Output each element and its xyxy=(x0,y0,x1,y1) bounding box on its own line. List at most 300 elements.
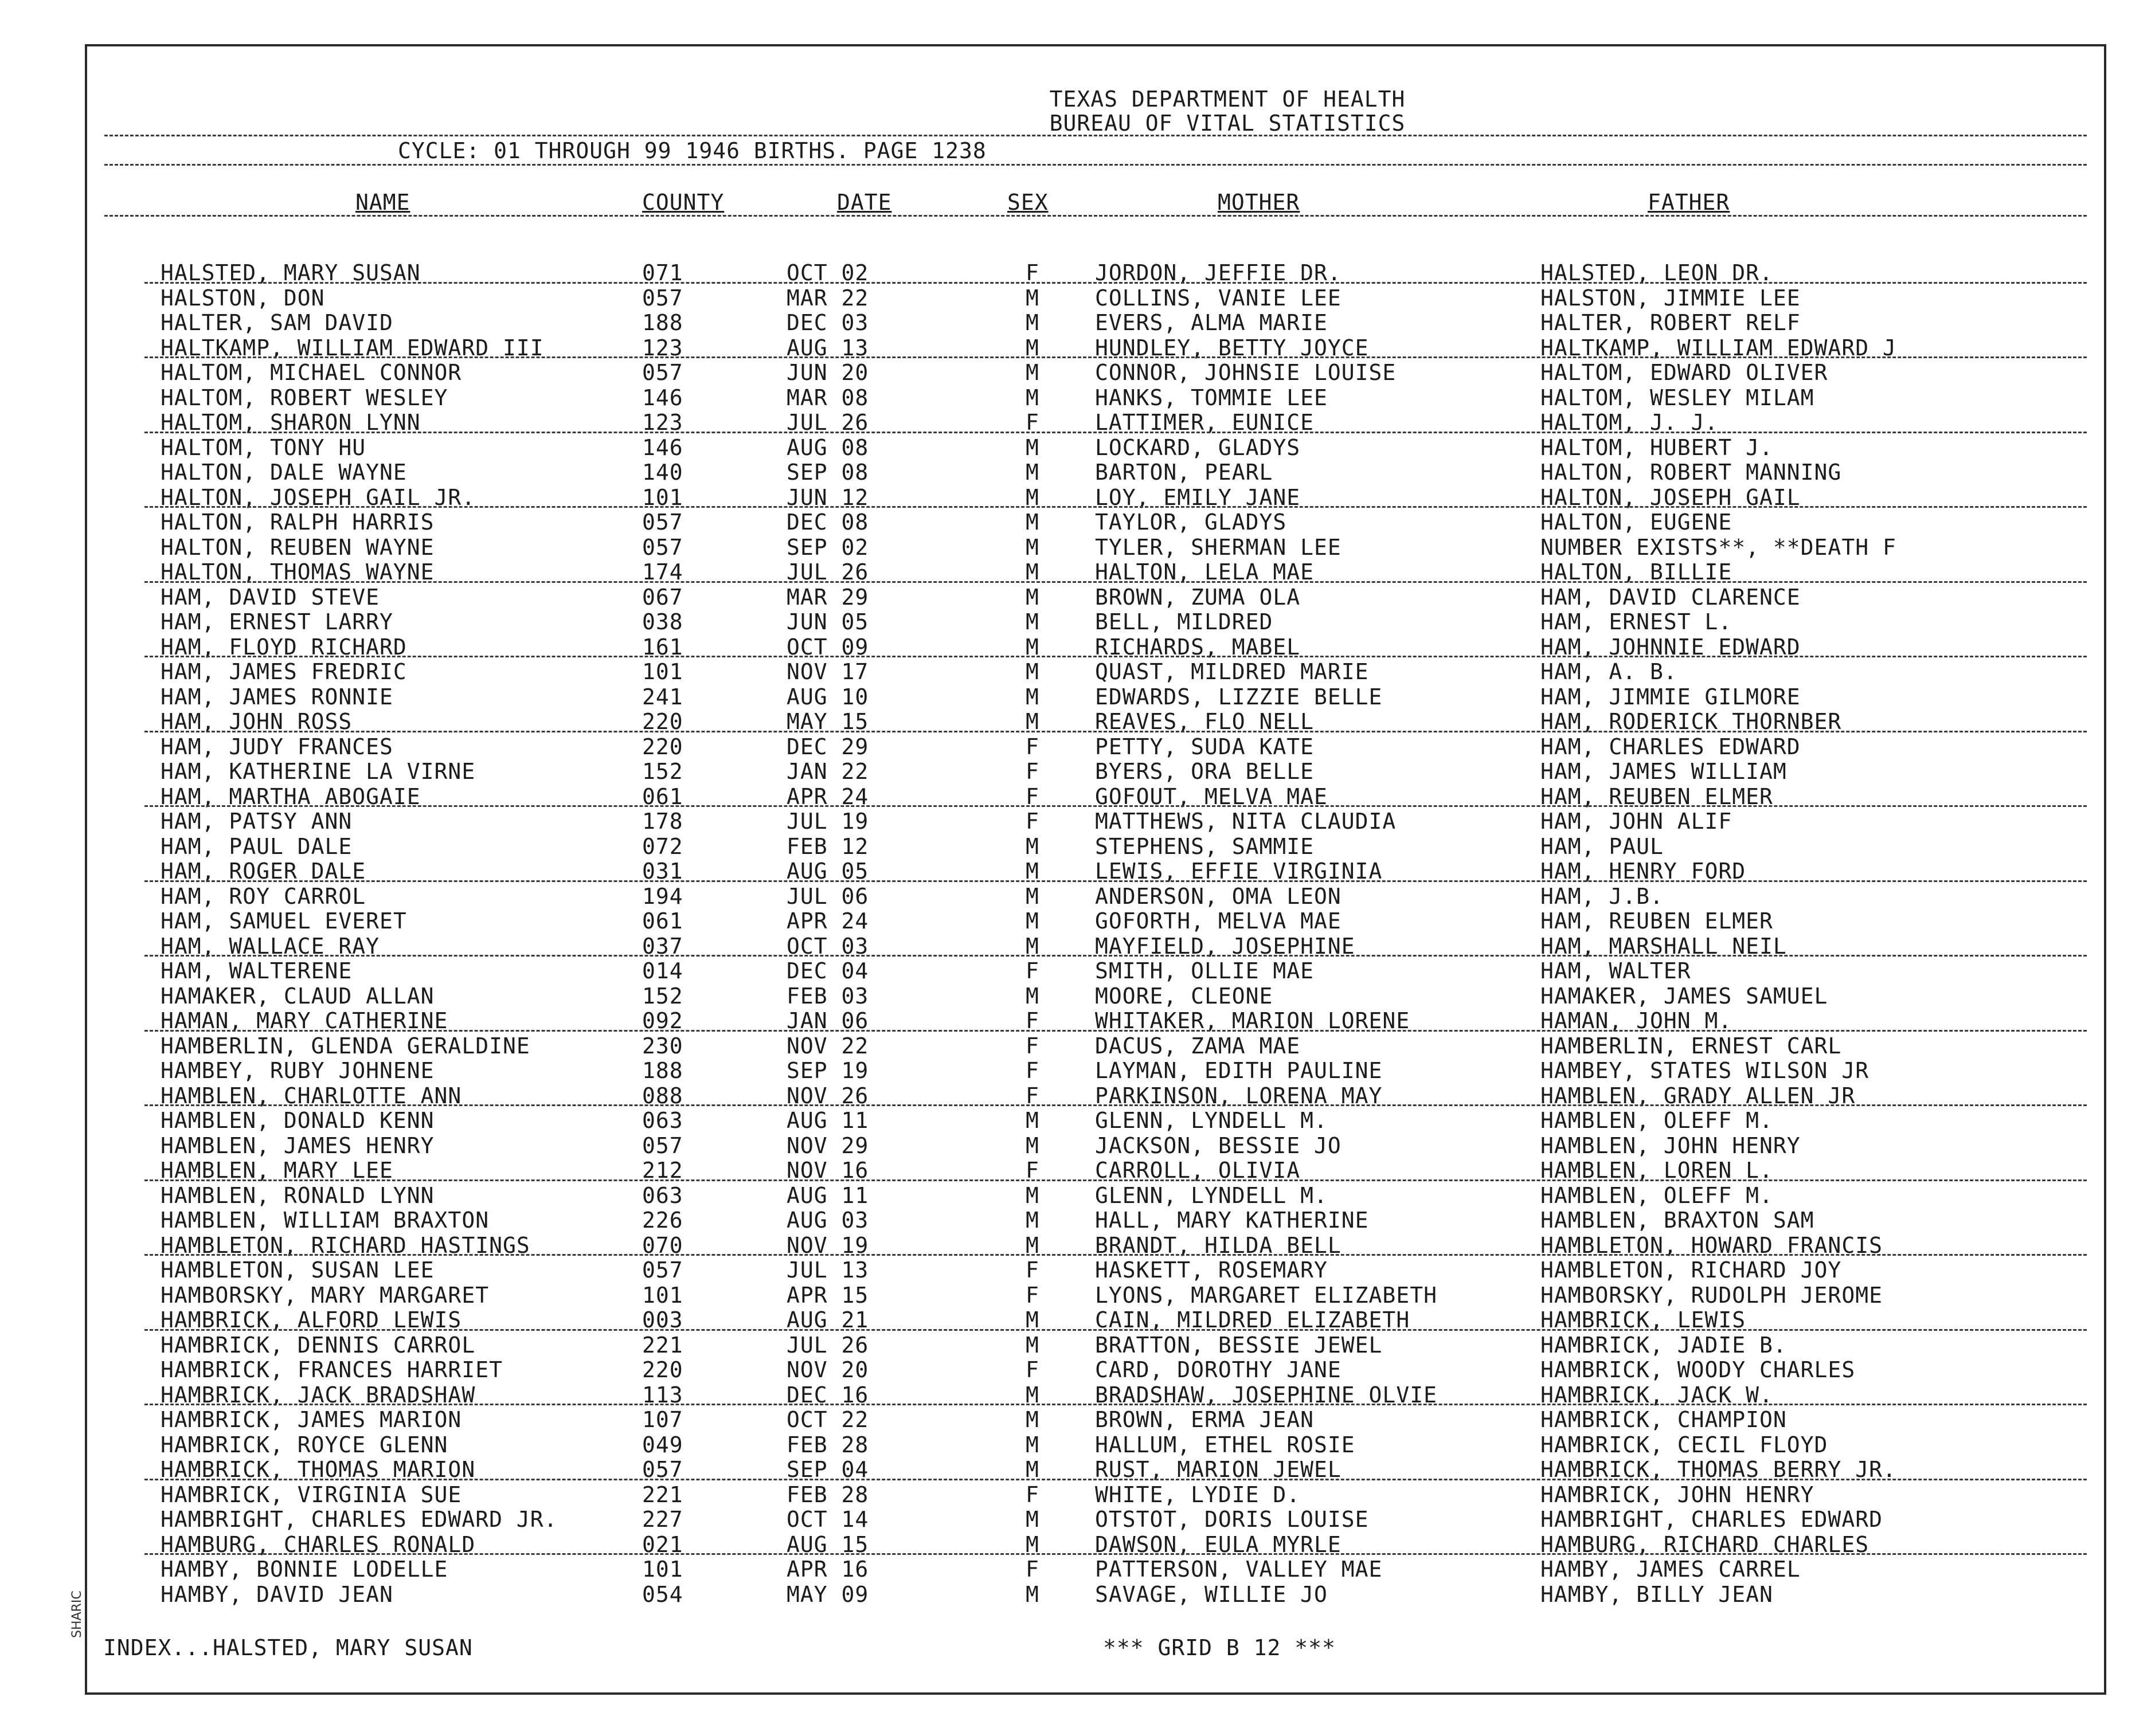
record-name: HAMBLEN, RONALD LYNN xyxy=(161,1182,435,1208)
record-name: HAMBRICK, JACK BRADSHAW xyxy=(161,1382,476,1408)
record-county: 140 xyxy=(642,460,683,485)
record-sex: M xyxy=(1026,1382,1039,1408)
record-name: HAM, FLOYD RICHARD xyxy=(161,634,407,660)
table-row xyxy=(87,585,2104,610)
record-mother: LEWIS, EFFIE VIRGINIA xyxy=(1095,859,1383,884)
table-row xyxy=(87,1158,2104,1184)
record-sex: M xyxy=(1026,360,1039,385)
record-county: 057 xyxy=(642,510,683,535)
record-mother: QUAST, MILDRED MARIE xyxy=(1095,659,1369,684)
record-sex: M xyxy=(1026,908,1039,934)
record-mother: LOCKARD, GLADYS xyxy=(1095,434,1301,460)
table-row xyxy=(87,1582,2104,1608)
record-father: HAM, HENRY FORD xyxy=(1540,859,1746,884)
record-sex: M xyxy=(1026,385,1039,410)
record-name: HAM, JAMES FREDRIC xyxy=(161,659,407,684)
record-sex: F xyxy=(1026,410,1039,435)
table-row xyxy=(87,710,2104,735)
record-father: HALTON, JOSEPH GAIL xyxy=(1540,484,1801,510)
record-county: 123 xyxy=(642,410,683,435)
record-name: HAMBLETON, SUSAN LEE xyxy=(161,1257,435,1283)
record-county: 123 xyxy=(642,335,683,360)
record-father: HAM, MARSHALL NEIL xyxy=(1540,933,1787,959)
record-date: JUN 20 xyxy=(787,360,869,385)
record-county: 188 xyxy=(642,310,683,335)
table-row xyxy=(87,759,2104,785)
record-mother: CARROLL, OLIVIA xyxy=(1095,1158,1301,1183)
record-father: HAM, A. B. xyxy=(1540,659,1677,684)
grid-footer: *** GRID B 12 *** xyxy=(1103,1635,1336,1660)
record-date: OCT 14 xyxy=(787,1507,869,1532)
table-row xyxy=(87,1283,2104,1308)
record-date: MAY 15 xyxy=(787,709,869,734)
record-mother: WHITE, LYDIE D. xyxy=(1095,1482,1301,1507)
record-name: HAMBRIGHT, CHARLES EDWARD JR. xyxy=(161,1507,558,1532)
record-name: HALTON, DALE WAYNE xyxy=(161,460,407,485)
table-row xyxy=(87,286,2104,311)
record-mother: MATTHEWS, NITA CLAUDIA xyxy=(1095,809,1397,834)
record-date: DEC 29 xyxy=(787,734,869,759)
table-row xyxy=(87,1408,2104,1433)
table-row xyxy=(87,610,2104,635)
record-county: 057 xyxy=(642,1132,683,1158)
record-name: HAM, WALTERENE xyxy=(161,958,353,983)
table-row xyxy=(87,360,2104,386)
record-county: 101 xyxy=(642,1557,683,1582)
record-name: HAMBRICK, ROYCE GLENN xyxy=(161,1432,448,1457)
record-mother: BROWN, ERMA JEAN xyxy=(1095,1407,1315,1432)
record-county: 152 xyxy=(642,759,683,784)
record-name: HAMBLEN, MARY LEE xyxy=(161,1158,393,1183)
record-county: 174 xyxy=(642,559,683,585)
record-date: NOV 22 xyxy=(787,1033,869,1059)
record-name: HAM, ROGER DALE xyxy=(161,859,366,884)
record-date: OCT 03 xyxy=(787,933,869,959)
record-sex: M xyxy=(1026,659,1039,684)
record-father: HAMBRICK, CHAMPION xyxy=(1540,1407,1787,1432)
record-county: 220 xyxy=(642,734,683,759)
record-father: HAMBLEN, OLEFF M. xyxy=(1540,1182,1773,1208)
table-row xyxy=(87,909,2104,934)
table-row xyxy=(87,460,2104,485)
record-county: 220 xyxy=(642,1357,683,1382)
record-mother: HALLUM, ETHEL ROSIE xyxy=(1095,1432,1355,1457)
table-row xyxy=(87,1333,2104,1358)
table-row xyxy=(87,1059,2104,1084)
record-sex: M xyxy=(1026,1132,1039,1158)
table-row xyxy=(87,685,2104,710)
record-date: DEC 03 xyxy=(787,310,869,335)
record-county: 071 xyxy=(642,260,683,285)
record-father: HAMBLEN, BRAXTON SAM xyxy=(1540,1208,1814,1233)
record-name: HAM, DAVID STEVE xyxy=(161,584,380,610)
table-row xyxy=(87,560,2104,585)
record-date: NOV 20 xyxy=(787,1357,869,1382)
record-sex: M xyxy=(1026,983,1039,1009)
record-date: MAR 22 xyxy=(787,285,869,311)
record-county: 057 xyxy=(642,285,683,311)
record-date: AUG 15 xyxy=(787,1531,869,1557)
record-sex: M xyxy=(1026,510,1039,535)
record-sex: M xyxy=(1026,684,1039,710)
record-mother: BROWN, ZUMA OLA xyxy=(1095,584,1301,610)
record-date: FEB 03 xyxy=(787,983,869,1009)
table-row xyxy=(87,1134,2104,1159)
record-county: 178 xyxy=(642,809,683,834)
record-county: 227 xyxy=(642,1507,683,1532)
table-row xyxy=(87,386,2104,411)
table-row xyxy=(87,1084,2104,1109)
record-date: MAR 29 xyxy=(787,584,869,610)
record-mother: HUNDLEY, BETTY JOYCE xyxy=(1095,335,1369,360)
table-row xyxy=(87,959,2104,984)
record-father: HALTOM, HUBERT J. xyxy=(1540,434,1773,460)
record-county: 021 xyxy=(642,1531,683,1557)
record-name: HALTOM, TONY HU xyxy=(161,434,366,460)
record-name: HAMBLEN, WILLIAM BRAXTON xyxy=(161,1208,490,1233)
record-county: 061 xyxy=(642,783,683,809)
record-father: HALTON, BILLIE xyxy=(1540,559,1732,585)
record-father: HALSTED, LEON DR. xyxy=(1540,260,1773,285)
record-county: 241 xyxy=(642,684,683,710)
record-date: NOV 16 xyxy=(787,1158,869,1183)
record-father: HAM, RODERICK THORNBER xyxy=(1540,709,1842,734)
record-sex: M xyxy=(1026,933,1039,959)
record-name: HALTON, THOMAS WAYNE xyxy=(161,559,435,585)
record-sex: M xyxy=(1026,285,1039,311)
record-name: HAM, JOHN ROSS xyxy=(161,709,353,734)
record-county: 194 xyxy=(642,883,683,909)
record-county: 146 xyxy=(642,434,683,460)
record-mother: BYERS, ORA BELLE xyxy=(1095,759,1315,784)
record-sex: M xyxy=(1026,634,1039,660)
record-name: HALTON, REUBEN WAYNE xyxy=(161,534,435,560)
record-county: 146 xyxy=(642,385,683,410)
record-county: 161 xyxy=(642,634,683,660)
table-row xyxy=(87,1383,2104,1408)
table-row xyxy=(87,1308,2104,1333)
column-header-sex: SEX xyxy=(1007,190,1049,215)
record-date: APR 15 xyxy=(787,1282,869,1308)
record-father: HALSTON, JIMMIE LEE xyxy=(1540,285,1801,311)
column-header-mother: MOTHER xyxy=(1218,190,1300,215)
record-county: 057 xyxy=(642,534,683,560)
record-sex: M xyxy=(1026,534,1039,560)
record-name: HAMBRICK, THOMAS MARION xyxy=(161,1457,476,1482)
record-county: 038 xyxy=(642,609,683,634)
record-mother: LOY, EMILY JANE xyxy=(1095,484,1301,510)
record-father: HALTOM, J. J. xyxy=(1540,410,1719,435)
record-mother: HALL, MARY KATHERINE xyxy=(1095,1208,1369,1233)
record-sex: M xyxy=(1026,310,1039,335)
record-father: NUMBER EXISTS**, **DEATH F xyxy=(1540,534,1896,560)
record-mother: BELL, MILDRED xyxy=(1095,609,1273,634)
record-father: HAMBORSKY, RUDOLPH JEROME xyxy=(1540,1282,1883,1308)
agency-title: TEXAS DEPARTMENT OF HEALTH xyxy=(1049,87,1406,112)
table-row xyxy=(87,1108,2104,1134)
record-father: HAMBLEN, LOREN L. xyxy=(1540,1158,1773,1183)
record-sex: M xyxy=(1026,1108,1039,1133)
record-sex: M xyxy=(1026,1232,1039,1258)
record-county: 113 xyxy=(642,1382,683,1408)
record-name: HAMBLEN, JAMES HENRY xyxy=(161,1132,435,1158)
record-mother: DACUS, ZAMA MAE xyxy=(1095,1033,1301,1059)
record-father: HAM, ERNEST L. xyxy=(1540,609,1732,634)
table-row xyxy=(87,934,2104,959)
record-name: HAM, KATHERINE LA VIRNE xyxy=(161,759,476,784)
record-sex: M xyxy=(1026,609,1039,634)
table-row xyxy=(87,535,2104,561)
record-sex: M xyxy=(1026,584,1039,610)
record-sex: M xyxy=(1026,1457,1039,1482)
record-mother: STEPHENS, SAMMIE xyxy=(1095,833,1315,859)
table-row xyxy=(87,785,2104,810)
record-mother: PETTY, SUDA KATE xyxy=(1095,734,1315,759)
record-date: AUG 10 xyxy=(787,684,869,710)
record-sex: M xyxy=(1026,1182,1039,1208)
record-father: HAMBY, JAMES CARREL xyxy=(1540,1557,1801,1582)
record-date: OCT 09 xyxy=(787,634,869,660)
table-row xyxy=(87,1483,2104,1508)
record-name: HAMBORSKY, MARY MARGARET xyxy=(161,1282,490,1308)
record-father: HAMAN, JOHN M. xyxy=(1540,1008,1732,1033)
record-mother: WHITAKER, MARION LORENE xyxy=(1095,1008,1410,1033)
table-row xyxy=(87,635,2104,660)
record-county: 057 xyxy=(642,1457,683,1482)
record-sex: M xyxy=(1026,559,1039,585)
table-row xyxy=(87,1433,2104,1458)
record-date: DEC 16 xyxy=(787,1382,869,1408)
record-sex: F xyxy=(1026,809,1039,834)
record-father: HAMBRICK, JOHN HENRY xyxy=(1540,1482,1814,1507)
record-sex: M xyxy=(1026,1581,1039,1607)
record-county: 092 xyxy=(642,1008,683,1033)
record-mother: DAWSON, EULA MYRLE xyxy=(1095,1531,1342,1557)
record-sheet xyxy=(85,44,2106,1695)
record-mother: CONNOR, JOHNSIE LOUISE xyxy=(1095,360,1397,385)
record-father: HAMBRICK, JACK W. xyxy=(1540,1382,1773,1408)
record-county: 070 xyxy=(642,1232,683,1258)
record-county: 101 xyxy=(642,659,683,684)
record-mother: HANKS, TOMMIE LEE xyxy=(1095,385,1328,410)
record-date: JUL 26 xyxy=(787,559,869,585)
record-date: SEP 08 xyxy=(787,460,869,485)
table-row xyxy=(87,1457,2104,1483)
table-row xyxy=(87,261,2104,286)
record-sex: F xyxy=(1026,759,1039,784)
record-county: 221 xyxy=(642,1332,683,1358)
record-county: 230 xyxy=(642,1033,683,1059)
record-name: HALTKAMP, WILLIAM EDWARD III xyxy=(161,335,544,360)
record-father: HALTER, ROBERT RELF xyxy=(1540,310,1801,335)
record-name: HAMBLEN, CHARLOTTE ANN xyxy=(161,1083,462,1108)
column-header-father: FATHER xyxy=(1648,190,1730,215)
record-mother: CARD, DOROTHY JANE xyxy=(1095,1357,1342,1382)
record-father: HAMBRIGHT, CHARLES EDWARD xyxy=(1540,1507,1883,1532)
record-sex: M xyxy=(1026,484,1039,510)
record-sex: M xyxy=(1026,335,1039,360)
record-sex: M xyxy=(1026,1531,1039,1557)
record-name: HAMBRICK, VIRGINIA SUE xyxy=(161,1482,462,1507)
record-mother: BRANDT, HILDA BELL xyxy=(1095,1232,1342,1258)
record-date: APR 24 xyxy=(787,783,869,809)
record-father: HALTON, ROBERT MANNING xyxy=(1540,460,1842,485)
record-name: HALTOM, SHARON LYNN xyxy=(161,410,421,435)
record-date: DEC 08 xyxy=(787,510,869,535)
record-mother: GLENN, LYNDELL M. xyxy=(1095,1108,1328,1133)
record-father: HAM, CHARLES EDWARD xyxy=(1540,734,1801,759)
record-father: HAMAKER, JAMES SAMUEL xyxy=(1540,983,1828,1009)
record-father: HAM, DAVID CLARENCE xyxy=(1540,584,1801,610)
record-mother: ANDERSON, OMA LEON xyxy=(1095,883,1342,909)
record-name: HALTOM, MICHAEL CONNOR xyxy=(161,360,462,385)
record-name: HAMBURG, CHARLES RONALD xyxy=(161,1531,476,1557)
record-sex: M xyxy=(1026,1507,1039,1532)
record-sex: M xyxy=(1026,434,1039,460)
record-mother: EVERS, ALMA MARIE xyxy=(1095,310,1328,335)
table-row xyxy=(87,884,2104,910)
record-mother: TAYLOR, GLADYS xyxy=(1095,510,1287,535)
record-date: APR 16 xyxy=(787,1557,869,1582)
record-name: HAM, ERNEST LARRY xyxy=(161,609,393,634)
record-county: 221 xyxy=(642,1482,683,1507)
record-name: HALSTED, MARY SUSAN xyxy=(161,260,421,285)
record-county: 212 xyxy=(642,1158,683,1183)
record-date: OCT 22 xyxy=(787,1407,869,1432)
record-date: AUG 11 xyxy=(787,1108,869,1133)
table-row xyxy=(87,1233,2104,1259)
record-date: MAY 09 xyxy=(787,1581,869,1607)
record-date: JUN 05 xyxy=(787,609,869,634)
table-row xyxy=(87,336,2104,361)
record-date: NOV 29 xyxy=(787,1132,869,1158)
table-row xyxy=(87,485,2104,511)
record-father: HAM, JAMES WILLIAM xyxy=(1540,759,1787,784)
record-sex: F xyxy=(1026,1083,1039,1108)
cycle-line: CYCLE: 01 THROUGH 99 1946 BIRTHS. PAGE 1238 xyxy=(398,138,987,163)
record-name: HAMAKER, CLAUD ALLAN xyxy=(161,983,435,1009)
record-name: HALTON, RALPH HARRIS xyxy=(161,510,435,535)
record-county: 063 xyxy=(642,1108,683,1133)
record-date: APR 24 xyxy=(787,908,869,934)
record-date: NOV 19 xyxy=(787,1232,869,1258)
record-name: HAMBRICK, ALFORD LEWIS xyxy=(161,1307,462,1333)
record-father: HAMBLEN, OLEFF M. xyxy=(1540,1108,1773,1133)
record-county: 037 xyxy=(642,933,683,959)
record-father: HAMBLEN, GRADY ALLEN JR xyxy=(1540,1083,1856,1108)
table-row xyxy=(87,984,2104,1009)
table-row xyxy=(87,1184,2104,1209)
record-mother: TYLER, SHERMAN LEE xyxy=(1095,534,1342,560)
record-sex: F xyxy=(1026,1257,1039,1283)
record-mother: CAIN, MILDRED ELIZABETH xyxy=(1095,1307,1410,1333)
table-row xyxy=(87,1358,2104,1383)
record-mother: MAYFIELD, JOSEPHINE xyxy=(1095,933,1355,959)
record-sex: F xyxy=(1026,783,1039,809)
record-county: 101 xyxy=(642,484,683,510)
record-name: HAMBY, DAVID JEAN xyxy=(161,1581,393,1607)
record-mother: OTSTOT, DORIS LOUISE xyxy=(1095,1507,1369,1532)
record-date: JUN 12 xyxy=(787,484,869,510)
header-divider xyxy=(104,135,2087,136)
table-row xyxy=(87,1557,2104,1582)
record-father: HALTKAMP, WILLIAM EDWARD J xyxy=(1540,335,1896,360)
record-father: HAMBEY, STATES WILSON JR xyxy=(1540,1058,1870,1083)
record-date: FEB 12 xyxy=(787,833,869,859)
record-date: AUG 03 xyxy=(787,1208,869,1233)
record-county: 003 xyxy=(642,1307,683,1333)
record-mother: JACKSON, BESSIE JO xyxy=(1095,1132,1342,1158)
record-father: HAM, REUBEN ELMER xyxy=(1540,783,1773,809)
record-sex: F xyxy=(1026,1557,1039,1582)
record-date: AUG 05 xyxy=(787,859,869,884)
record-father: HAMBRICK, LEWIS xyxy=(1540,1307,1746,1333)
record-date: FEB 28 xyxy=(787,1432,869,1457)
record-name: HAM, JAMES RONNIE xyxy=(161,684,393,710)
record-sex: M xyxy=(1026,1407,1039,1432)
record-father: HALTOM, EDWARD OLIVER xyxy=(1540,360,1828,385)
record-county: 063 xyxy=(642,1182,683,1208)
record-sex: F xyxy=(1026,1033,1039,1059)
record-mother: GLENN, LYNDELL M. xyxy=(1095,1182,1328,1208)
record-mother: RUST, MARION JEWEL xyxy=(1095,1457,1342,1482)
table-row xyxy=(87,1009,2104,1034)
record-county: 072 xyxy=(642,833,683,859)
bureau-title: BUREAU OF VITAL STATISTICS xyxy=(1049,111,1406,136)
record-name: HAMBRICK, JAMES MARION xyxy=(161,1407,462,1432)
record-name: HAM, SAMUEL EVERET xyxy=(161,908,407,934)
table-row xyxy=(87,510,2104,535)
record-county: 057 xyxy=(642,360,683,385)
side-label: SHARIC xyxy=(70,1590,84,1638)
record-name: HAMBLETON, RICHARD HASTINGS xyxy=(161,1232,530,1258)
record-father: HAM, J.B. xyxy=(1540,883,1664,909)
record-name: HAMBY, BONNIE LODELLE xyxy=(161,1557,448,1582)
record-sex: F xyxy=(1026,260,1039,285)
record-father: HAM, JIMMIE GILMORE xyxy=(1540,684,1801,710)
record-date: NOV 17 xyxy=(787,659,869,684)
record-father: HALTOM, WESLEY MILAM xyxy=(1540,385,1814,410)
record-name: HAM, PAUL DALE xyxy=(161,833,353,859)
record-name: HAMAN, MARY CATHERINE xyxy=(161,1008,448,1033)
record-county: 152 xyxy=(642,983,683,1009)
record-county: 049 xyxy=(642,1432,683,1457)
record-county: 220 xyxy=(642,709,683,734)
record-sex: M xyxy=(1026,709,1039,734)
record-date: AUG 11 xyxy=(787,1182,869,1208)
table-row xyxy=(87,735,2104,760)
table-row xyxy=(87,1533,2104,1558)
record-mother: LAYMAN, EDITH PAULINE xyxy=(1095,1058,1383,1083)
record-name: HAM, WALLACE RAY xyxy=(161,933,380,959)
record-name: HAM, PATSY ANN xyxy=(161,809,353,834)
record-sex: F xyxy=(1026,958,1039,983)
record-date: JUL 26 xyxy=(787,410,869,435)
record-date: SEP 02 xyxy=(787,534,869,560)
record-father: HAM, JOHN ALIF xyxy=(1540,809,1732,834)
record-name: HALTON, JOSEPH GAIL JR. xyxy=(161,484,476,510)
table-row xyxy=(87,1258,2104,1283)
record-father: HAMBRICK, CECIL FLOYD xyxy=(1540,1432,1828,1457)
record-father: HAM, WALTER xyxy=(1540,958,1691,983)
record-sex: F xyxy=(1026,734,1039,759)
record-mother: REAVES, FLO NELL xyxy=(1095,709,1315,734)
record-mother: JORDON, JEFFIE DR. xyxy=(1095,260,1342,285)
record-father: HAMBRICK, THOMAS BERRY JR. xyxy=(1540,1457,1896,1482)
record-sex: M xyxy=(1026,1432,1039,1457)
record-mother: GOFOUT, MELVA MAE xyxy=(1095,783,1328,809)
record-father: HAMBRICK, JADIE B. xyxy=(1540,1332,1787,1358)
